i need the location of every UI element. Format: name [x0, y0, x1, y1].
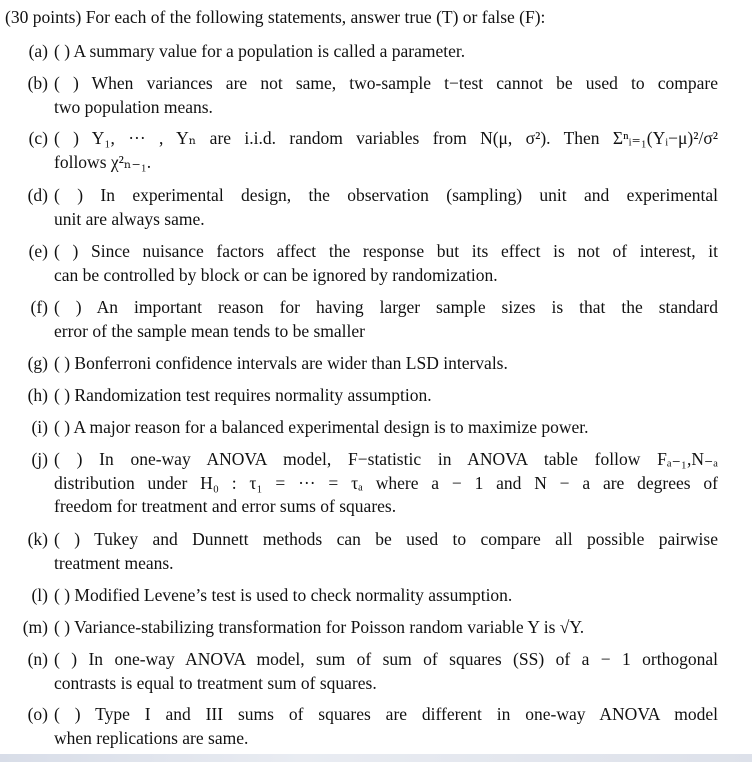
item-line: ( ) When variances are not same, two-sample t−test cannot be used to compare — [54, 73, 718, 93]
item-label: (c) — [28, 128, 48, 148]
item-label: (o) — [27, 704, 48, 724]
item-label: (j) — [31, 449, 48, 469]
item-label: (l) — [31, 585, 48, 605]
item-line: ( ) An important reason for having larger sample sizes is that the standard — [54, 297, 718, 317]
item-label: (k) — [27, 529, 48, 549]
item-label: (n) — [27, 649, 48, 669]
item-line: distribution under H₀ : τ₁ = ··· = τₐ where a − 1 and N − a are degrees of — [54, 472, 718, 493]
item-label: (b) — [27, 73, 48, 93]
item-label: (m) — [22, 617, 48, 637]
item-line: when replications are same. — [54, 727, 249, 748]
item-line: freedom for treatment and error sums of squares. — [54, 496, 397, 516]
item-line: ( ) Y₁, ··· , Yₙ are i.i.d. random variables from N(μ, σ²). Then Σⁿᵢ₌₁(Yᵢ−μ)²/σ² — [54, 128, 718, 148]
item-label: (i) — [31, 417, 48, 437]
item-label: (g) — [27, 353, 48, 373]
item-label: (f) — [30, 297, 48, 317]
item-line: ( ) Bonferroni confidence intervals are wider than LSD intervals. — [54, 353, 508, 373]
item-line: ( ) A major reason for a balanced experimental design is to maximize power. — [54, 417, 589, 437]
item-line: ( ) A summary value for a population is called a parameter. — [54, 41, 466, 61]
item-line: ( ) Randomization test requires normality assumption. — [54, 385, 432, 405]
item-line: contrasts is equal to treatment sum of squares. — [54, 672, 377, 693]
item-line: unit are always same. — [54, 208, 205, 229]
question-header: (30 points) For each of the following statements, answer true (T) or false (F): — [5, 7, 546, 27]
item-line: ( ) Variance-stabilizing transformation for Poisson random variable Y is √Y. — [54, 617, 585, 637]
item-line: two population means. — [54, 96, 213, 117]
item-line: ( ) Modified Levene’s test is used to check normality assumption. — [54, 585, 513, 605]
item-line: error of the sample mean tends to be smaller — [54, 320, 366, 341]
item-line: can be controlled by block or can be ignored by randomization. — [54, 264, 498, 285]
item-line: follows χ²ₙ₋₁. — [54, 151, 152, 172]
item-line: ( ) Type I and III sums of squares are different in one-way ANOVA model — [54, 704, 718, 724]
item-line: ( ) In one-way ANOVA model, sum of sum of squares (SS) of a − 1 orthogonal — [54, 649, 718, 669]
item-label: (h) — [27, 385, 48, 405]
item-line: ( ) Since nuisance factors affect the response but its effect is not of interest, it — [54, 241, 718, 261]
item-line: ( ) Tukey and Dunnett methods can be used to compare all possible pairwise — [54, 529, 718, 549]
item-label: (e) — [28, 241, 48, 261]
item-label: (a) — [28, 41, 48, 61]
item-line: ( ) In experimental design, the observation (sampling) unit and experimental — [54, 185, 718, 205]
item-line: treatment means. — [54, 552, 174, 573]
item-label: (d) — [27, 185, 48, 205]
item-line: ( ) In one-way ANOVA model, F−statistic in ANOVA table follow Fₐ₋₁,N₋ₐ — [54, 449, 718, 469]
bottom-edge-strip — [0, 754, 752, 762]
